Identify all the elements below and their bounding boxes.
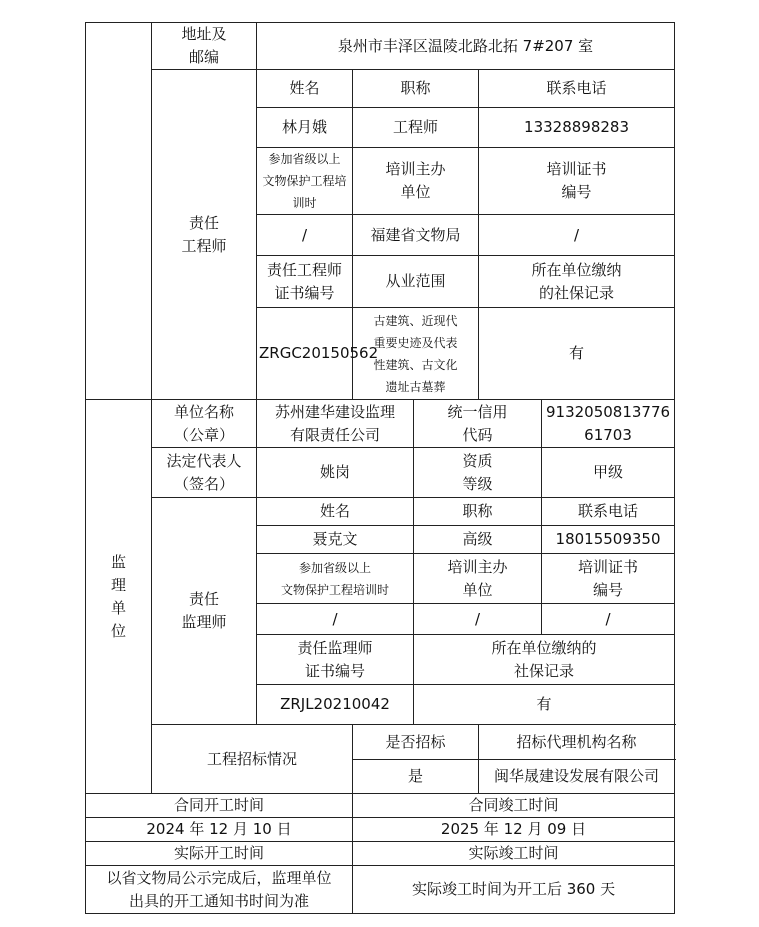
engineer-label: 责任 工程师 — [152, 70, 257, 400]
engineer-scope: 古建筑、近现代 重要史迹及代表 性建筑、古文化 遗址古墓葬 — [353, 308, 479, 400]
qualification-label: 资质 等级 — [414, 448, 542, 498]
engineer-training-cert: / — [479, 215, 675, 256]
bidding-label: 工程招标情况 — [152, 725, 353, 794]
engineer-phone: 13328898283 — [479, 108, 675, 148]
supervisor-training-header: 参加省级以上 文物保护工程培训时 — [257, 554, 414, 604]
supervision-name-label: 单位名称 （公章） — [152, 400, 257, 448]
actual-time-value-row — [86, 866, 675, 914]
credit-code-value: 9132050813776 61703 — [542, 400, 675, 448]
supervisor-title: 高级 — [414, 526, 542, 554]
supervisor-phone-header: 联系电话 — [542, 498, 675, 526]
supervisor-name-header: 姓名 — [257, 498, 414, 526]
bidding-header-row — [86, 725, 675, 760]
supervisor-social: 有 — [414, 685, 675, 725]
actual-end-label: 实际竣工时间 — [353, 842, 675, 866]
supervisor-cert-header: 责任监理师 证书编号 — [257, 635, 414, 685]
unit-label-blank — [86, 23, 152, 400]
supervision-label-char: 位 — [110, 621, 126, 640]
engineer-training-organizer: 福建省文物局 — [353, 215, 479, 256]
actual-end-value: 实际竣工时间为开工后 360 天 — [353, 866, 675, 914]
engineer-training-cert-header: 培训证书 编号 — [479, 148, 675, 215]
actual-time-header-row — [86, 842, 675, 866]
engineer-title: 工程师 — [353, 108, 479, 148]
agency-value: 闽华晟建设发展有限公司 — [479, 760, 675, 794]
qualification-value: 甲级 — [542, 448, 675, 498]
is-bid-value: 是 — [353, 760, 479, 794]
address-value: 泉州市丰泽区温陵北路北拓 7#207 室 — [257, 23, 675, 70]
actual-start-label: 实际开工时间 — [86, 842, 353, 866]
supervisor-title-header: 职称 — [414, 498, 542, 526]
engineer-phone-header: 联系电话 — [479, 70, 675, 108]
engineer-cert-header: 责任工程师 证书编号 — [257, 256, 353, 308]
engineer-scope-header: 从业范围 — [353, 256, 479, 308]
agency-label: 招标代理机构名称 — [479, 725, 675, 760]
contract-time-header-row — [86, 794, 675, 818]
engineer-training-organizer-header: 培训主办 单位 — [353, 148, 479, 215]
engineer-social-header: 所在单位缴纳 的社保记录 — [479, 256, 675, 308]
legal-rep-value: 姚岗 — [257, 448, 414, 498]
address-row — [86, 23, 675, 70]
legal-rep-label: 法定代表人 （签名） — [152, 448, 257, 498]
contract-time-value-row — [86, 818, 675, 842]
supervision-unit-label — [86, 400, 152, 794]
form-table — [85, 22, 675, 914]
legal-rep-row — [86, 448, 675, 498]
supervisor-label: 责任 监理师 — [152, 498, 257, 725]
supervision-label-char: 单 — [110, 598, 126, 617]
address-label: 地址及 邮编 — [152, 23, 257, 70]
contract-start-label: 合同开工时间 — [86, 794, 353, 818]
engineer-training: / — [257, 215, 353, 256]
supervision-name-value: 苏州建华建设监理 有限责任公司 — [257, 400, 414, 448]
is-bid-label: 是否招标 — [353, 725, 479, 760]
engineer-header-row — [86, 70, 675, 108]
project-info-form — [85, 22, 675, 914]
supervisor-header-row — [86, 498, 675, 526]
actual-start-value: 以省文物局公示完成后，监理单位 出具的开工通知书时间为准 — [86, 866, 353, 914]
supervisor-training-cert: / — [542, 604, 675, 635]
supervisor-training-organizer-header: 培训主办 单位 — [414, 554, 542, 604]
supervisor-training-organizer: / — [414, 604, 542, 635]
supervisor-training-cert-header: 培训证书 编号 — [542, 554, 675, 604]
engineer-training-header: 参加省级以上 文物保护工程培训时 — [257, 148, 353, 215]
supervisor-phone: 18015509350 — [542, 526, 675, 554]
supervisor-cert-number: ZRJL20210042 — [257, 685, 414, 725]
supervisor-social-header: 所在单位缴纳的 社保记录 — [414, 635, 675, 685]
engineer-name-header: 姓名 — [257, 70, 353, 108]
engineer-social: 有 — [479, 308, 675, 400]
engineer-title-header: 职称 — [353, 70, 479, 108]
supervision-label-char: 监 — [110, 552, 126, 571]
supervisor-training: / — [257, 604, 414, 635]
supervision-label-char: 理 — [110, 575, 126, 594]
engineer-name: 林月娥 — [257, 108, 353, 148]
contract-start-value: 2024 年 12 月 10 日 — [86, 818, 353, 842]
contract-end-label: 合同竣工时间 — [353, 794, 675, 818]
supervisor-name: 聂克文 — [257, 526, 414, 554]
supervision-name-row — [86, 400, 675, 448]
credit-code-label: 统一信用 代码 — [414, 400, 542, 448]
engineer-cert-number: ZRGC20150562 — [257, 308, 353, 400]
contract-end-value: 2025 年 12 月 09 日 — [353, 818, 675, 842]
